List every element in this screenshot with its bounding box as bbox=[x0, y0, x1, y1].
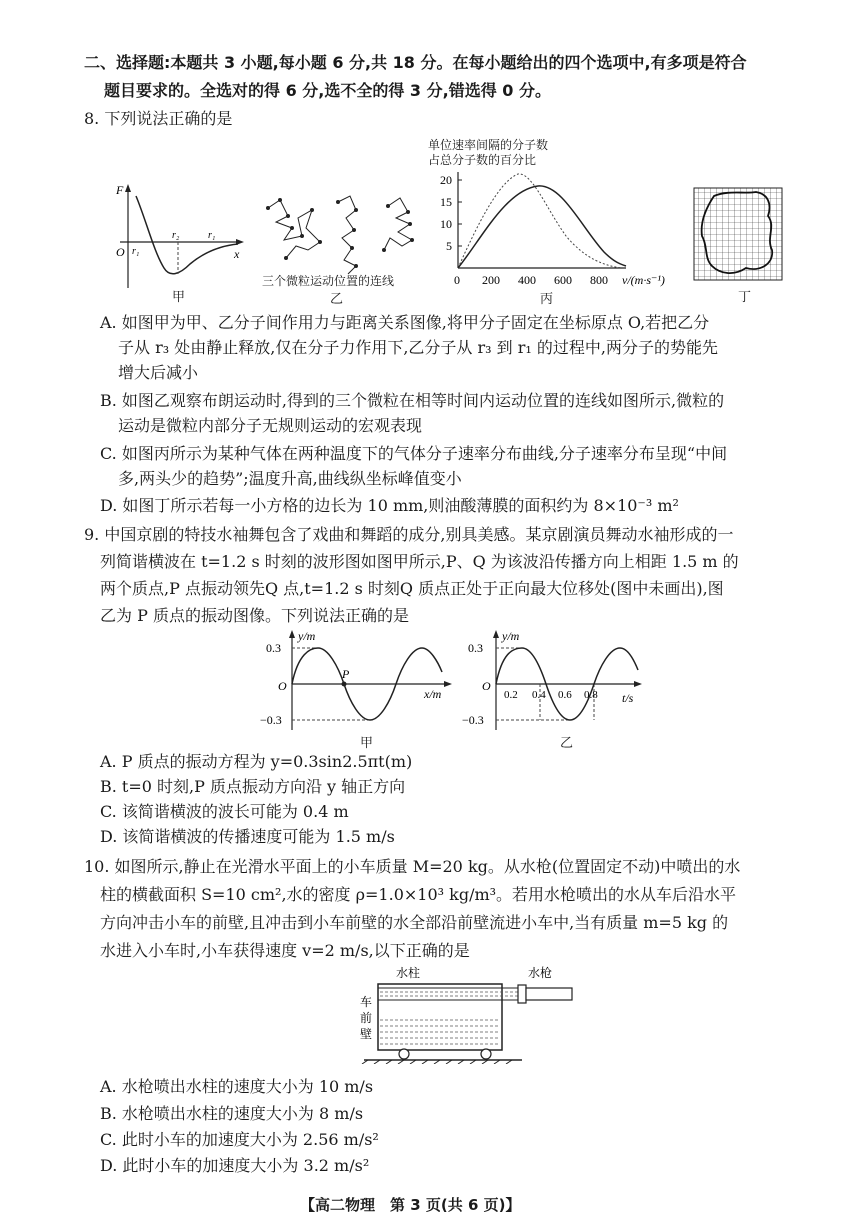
q8-fig-jia bbox=[110, 180, 250, 300]
bing-xtick: 800 bbox=[590, 273, 608, 287]
q8-fig-ding bbox=[692, 186, 784, 282]
q10-stem-line1: 10. 如图所示,静止在光滑水平面上的小车质量 M=20 kg。从水枪(位置固定不动)中喷出的水 bbox=[84, 857, 741, 876]
q8-option-d: D. 如图丁所示若每一小方格的边长为 10 mm,则油酸薄膜的面积约为 8×10⁻³ m² bbox=[100, 496, 679, 515]
q8-fig-bing-caption: 丙 bbox=[540, 292, 554, 307]
fig-jia-r2: r₂ bbox=[172, 230, 180, 241]
q8-fig-yi-note: 三个微粒运动位置的连线 bbox=[262, 274, 395, 288]
q8-option-c-line2: 多,两头少的趋势”;温度升高,曲线纵坐标峰值变小 bbox=[118, 469, 462, 488]
bing-ytick: 20 bbox=[440, 173, 452, 187]
q9-stem-line3: 两个质点,P 点振动领先Q 点,t=1.2 s 时刻Q 质点正处于正向最大位移处(图中未画出),图 bbox=[100, 579, 724, 598]
bing-xtick: 400 bbox=[518, 273, 536, 287]
fig-jia-r1: r₁ bbox=[208, 230, 216, 241]
q9-fig-yi bbox=[458, 626, 658, 734]
q8-option-b-line1: B. 如图乙观察布朗运动时,得到的三个微粒在相等时间内运动位置的连线如图所示,微粒的 bbox=[100, 391, 725, 410]
q10-option-d: D. 此时小车的加速度大小为 3.2 m/s² bbox=[100, 1156, 370, 1175]
q9-stem-line1: 9. 中国京剧的特技水袖舞包含了戏曲和舞蹈的成分,别具美感。某京剧演员舞动水袖形成的一 bbox=[84, 525, 734, 544]
q9-jia-top: 0.3 bbox=[266, 641, 281, 655]
q10-option-c: C. 此时小车的加速度大小为 2.56 m/s² bbox=[100, 1130, 379, 1149]
fig-jia-r1-left: r₁ bbox=[132, 246, 140, 257]
bing-ytick: 15 bbox=[440, 195, 452, 209]
bing-xlabel: v/(m·s⁻¹) bbox=[622, 273, 665, 287]
section-header-line2: 题目要求的。全选对的得 6 分,选不全的得 3 分,错选得 0 分。 bbox=[104, 81, 551, 100]
fig-jia-axis-f: F bbox=[116, 183, 124, 197]
q9-option-d: D. 该简谐横波的传播速度可能为 1.5 m/s bbox=[100, 827, 395, 846]
section-header-line1: 二、选择题:本题共 3 小题,每小题 6 分,共 18 分。在每小题给出的四个选项中,有多项是符合 bbox=[84, 53, 747, 72]
q9-jia-point: P bbox=[342, 667, 350, 681]
bing-ytick: 5 bbox=[446, 239, 452, 253]
q8-option-c-line1: C. 如图丙所示为某种气体在两种温度下的气体分子速率分布曲线,分子速率分布呈现“中间 bbox=[100, 444, 728, 463]
q9-yi-top: 0.3 bbox=[468, 641, 483, 655]
q10-option-a: A. 水枪喷出水柱的速度大小为 10 m/s bbox=[100, 1077, 374, 1096]
q9-fig-yi-caption: 乙 bbox=[560, 736, 574, 751]
q8-fig-bing-title1: 单位速率间隔的分子数 bbox=[428, 138, 549, 152]
q9-jia-xlabel: x/m bbox=[424, 687, 442, 701]
q9-yi-bottom: −0.3 bbox=[462, 713, 484, 727]
q9-jia-ylabel: y/m bbox=[298, 629, 316, 643]
q9-yi-tick: 0.8 bbox=[584, 689, 598, 701]
q9-yi-tick: 0.6 bbox=[558, 689, 572, 701]
q9-fig-jia bbox=[258, 626, 458, 734]
q9-yi-ylabel: y/m bbox=[502, 629, 520, 643]
q9-fig-jia-caption: 甲 bbox=[360, 736, 374, 751]
q8-fig-bing-title2: 占总分子数的百分比 bbox=[428, 153, 537, 167]
q8-fig-jia-caption: 甲 bbox=[172, 290, 186, 305]
q9-jia-bottom: −0.3 bbox=[260, 713, 282, 727]
q8-fig-yi-caption: 乙 bbox=[330, 292, 344, 307]
q9-yi-tick: 0.4 bbox=[532, 689, 546, 701]
q9-option-b: B. t=0 时刻,P 质点振动方向沿 y 轴正方向 bbox=[100, 777, 406, 796]
q10-stem-line3: 方向冲击小车的前壁,且冲击到小车前壁的水全部沿前壁流进小车中,当有质量 m=5 kg 的 bbox=[100, 913, 729, 932]
q9-stem-line2: 列简谐横波在 t=1.2 s 时刻的波形图如图甲所示,P、Q 为该波沿传播方向上相距 1.5 m 的 bbox=[100, 552, 739, 571]
q10-fig-cart bbox=[356, 964, 576, 1064]
fig-jia-origin: O bbox=[116, 245, 125, 259]
q8-option-b-line2: 运动是微粒内部分子无规则运动的宏观表现 bbox=[118, 416, 423, 435]
q9-jia-origin: O bbox=[278, 679, 287, 693]
q10-label-water-column: 水柱 bbox=[396, 966, 421, 980]
q8-fig-yi bbox=[258, 188, 428, 278]
q9-yi-xlabel: t/s bbox=[622, 691, 634, 705]
bing-xtick: 200 bbox=[482, 273, 500, 287]
q9-stem-line4: 乙为 P 质点的振动图像。下列说法正确的是 bbox=[100, 606, 409, 625]
q8-option-a-line1: A. 如图甲为甲、乙分子间作用力与距离关系图像,将甲分子固定在坐标原点 O,若把乙分 bbox=[100, 313, 710, 332]
q10-label-wall: 前 bbox=[360, 1011, 373, 1025]
q10-label-wall: 车 bbox=[360, 995, 373, 1009]
page-footer: 【高二物理 第 3 页(共 6 页)】 bbox=[300, 1196, 521, 1214]
bing-xtick: 600 bbox=[554, 273, 572, 287]
q9-option-c: C. 该简谐横波的波长可能为 0.4 m bbox=[100, 802, 349, 821]
q10-label-wall: 壁 bbox=[360, 1027, 373, 1041]
q9-yi-origin: O bbox=[482, 679, 491, 693]
q8-option-a-line3: 增大后减小 bbox=[118, 363, 199, 382]
q9-option-a: A. P 质点的振动方程为 y=0.3sin2.5πt(m) bbox=[100, 752, 413, 771]
q8-fig-ding-caption: 丁 bbox=[738, 290, 752, 305]
bing-xtick: 0 bbox=[454, 273, 460, 287]
q10-option-b: B. 水枪喷出水柱的速度大小为 8 m/s bbox=[100, 1104, 364, 1123]
q9-yi-tick: 0.2 bbox=[504, 689, 518, 701]
fig-jia-axis-x: x bbox=[234, 247, 240, 261]
bing-ytick: 10 bbox=[440, 217, 452, 231]
q8-stem: 8. 下列说法正确的是 bbox=[84, 109, 233, 128]
q10-label-water-gun: 水枪 bbox=[528, 966, 553, 980]
q8-fig-bing bbox=[436, 168, 686, 292]
q10-stem-line2: 柱的横截面积 S=10 cm²,水的密度 ρ=1.0×10³ kg/m³。若用水枪喷出的水从车后沿水平 bbox=[100, 885, 737, 904]
q10-stem-line4: 水进入小车时,小车获得速度 v=2 m/s,以下正确的是 bbox=[100, 941, 470, 960]
q8-option-a-line2: 子从 r₃ 处由静止释放,仅在分子力作用下,乙分子从 r₃ 到 r₁ 的过程中,两分子的势能先 bbox=[118, 338, 718, 357]
